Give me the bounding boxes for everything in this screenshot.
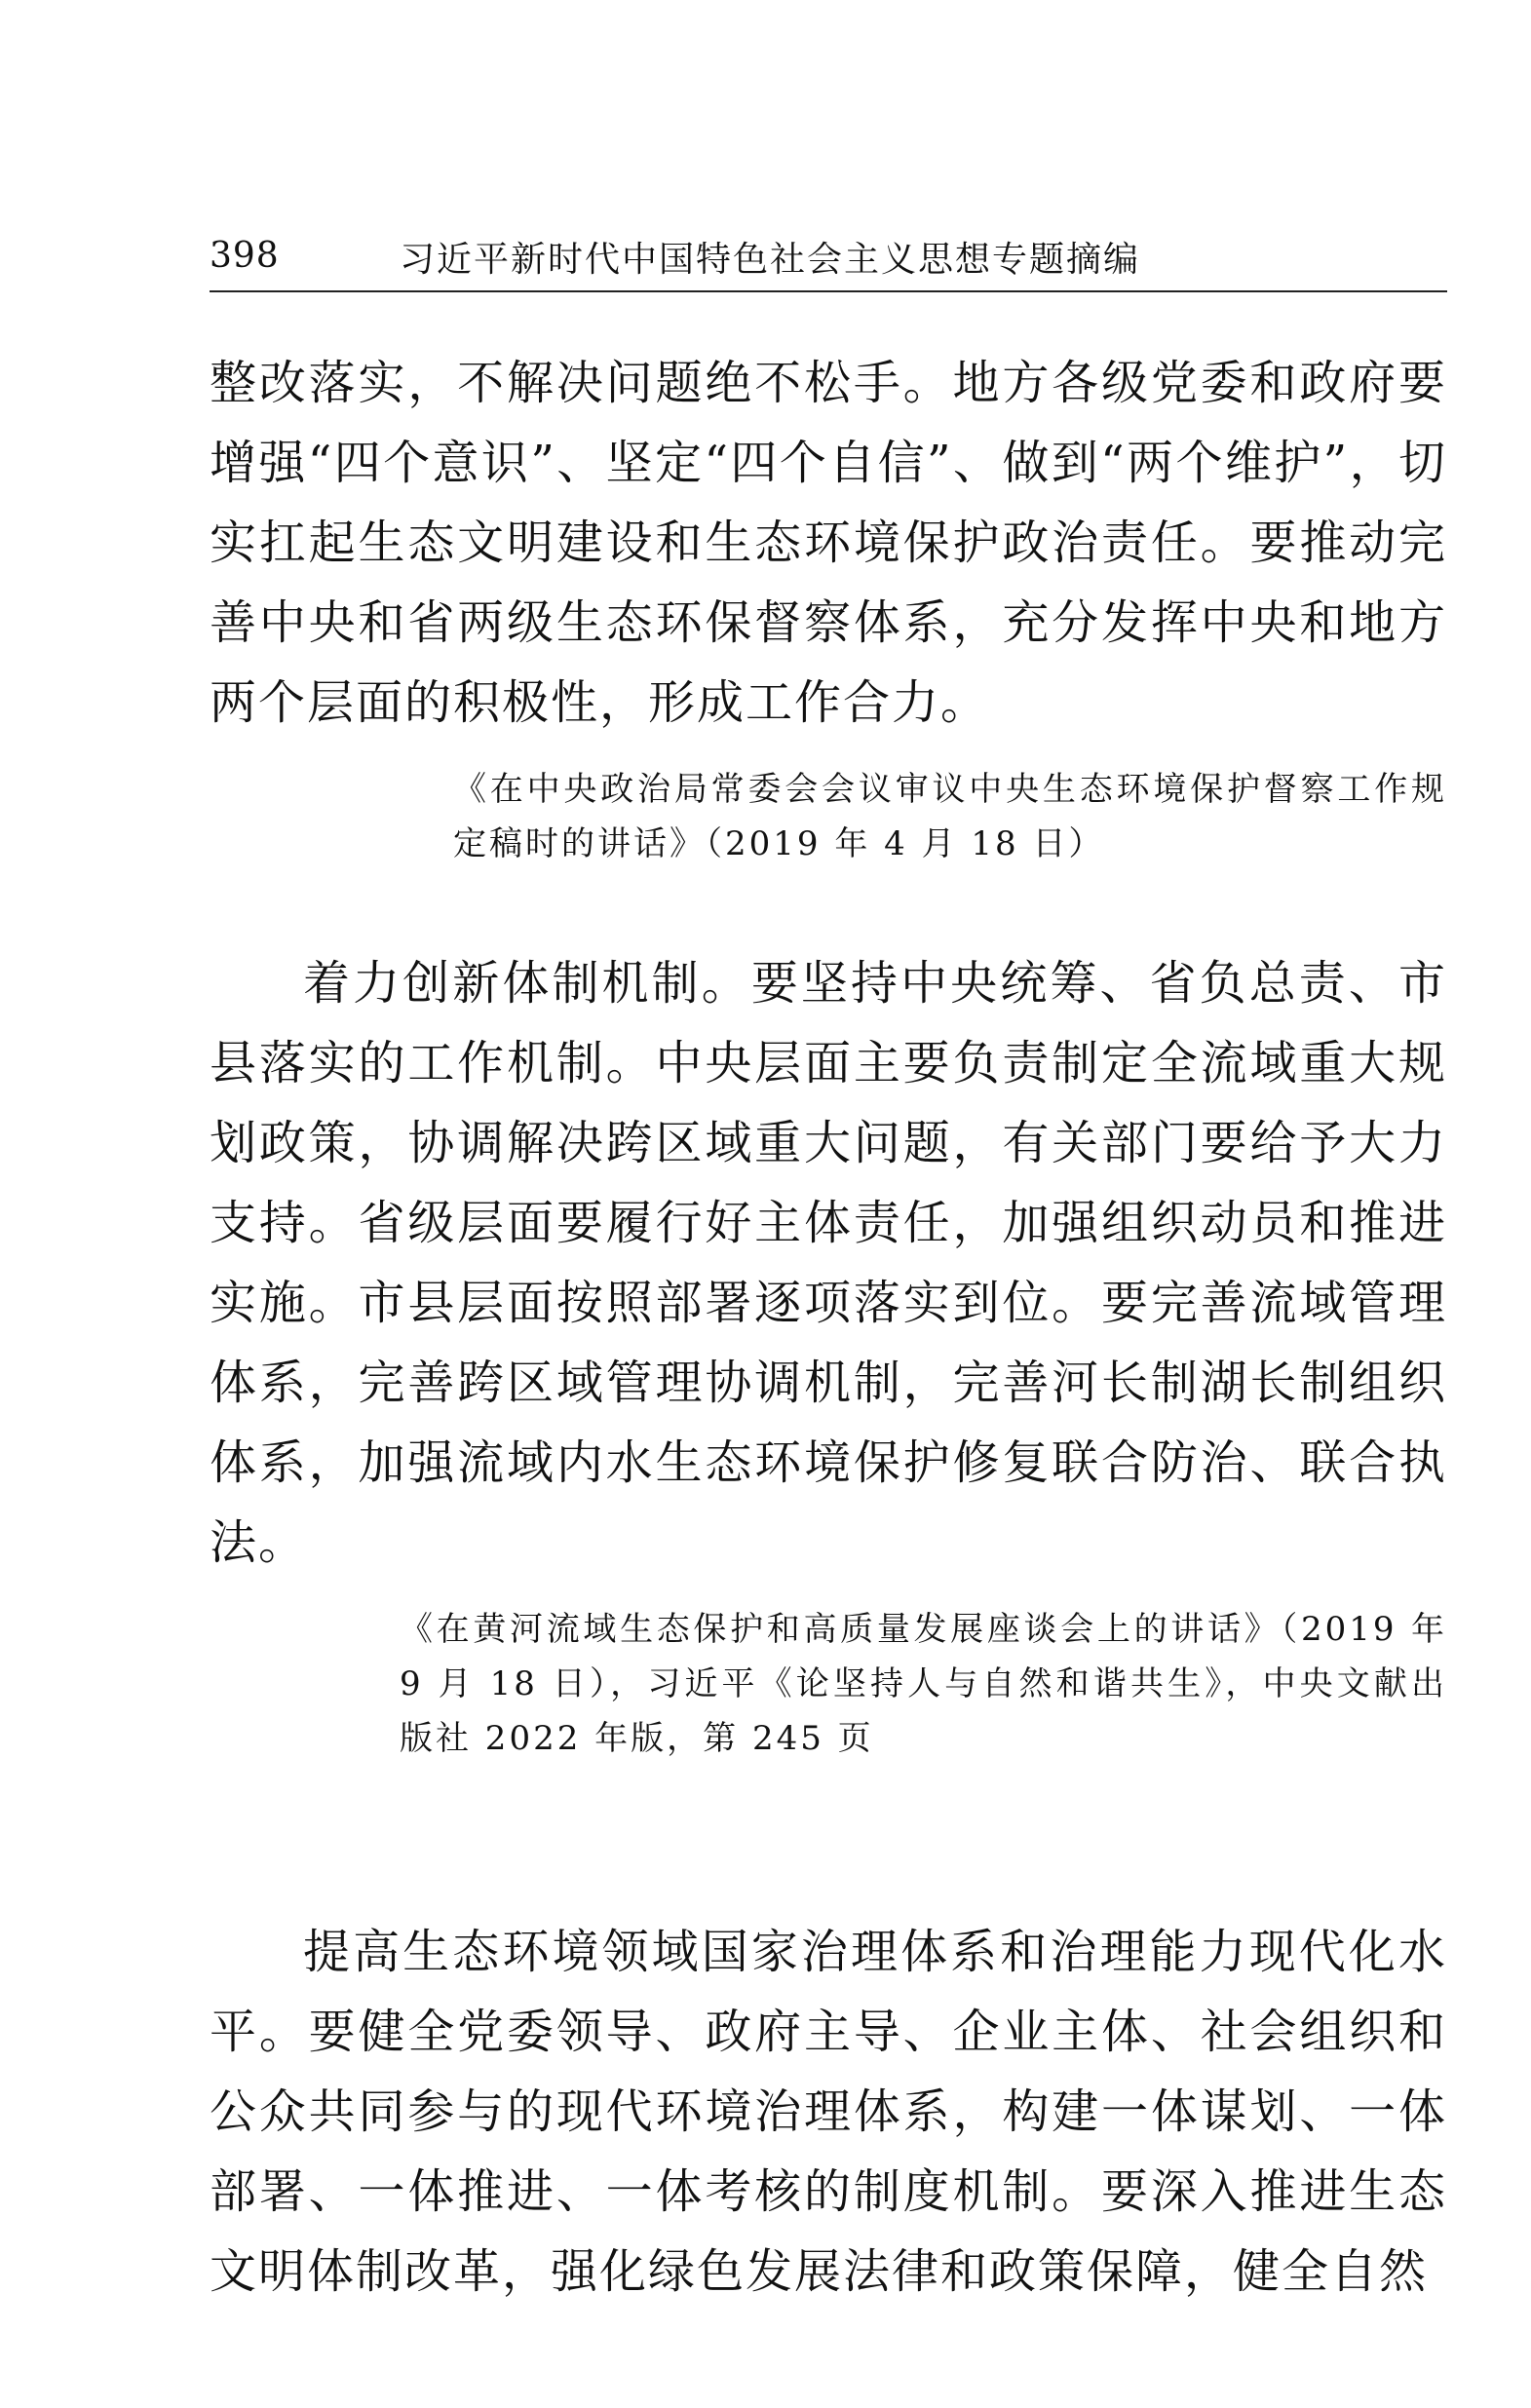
section-3 (210, 1912, 1447, 2312)
source-citation-1: 《在中央政治局常委会会议审议中央生态环境保护督察工作规定稿时的讲话》（2019 年 4 月 18 日） (453, 770, 1447, 863)
page-header (210, 232, 1447, 292)
book-page (210, 0, 1447, 2408)
running-title: 习近平新时代中国特色社会主义思想专题摘编 (400, 240, 1141, 280)
paragraph-3: 提高生态环境领域国家治理体系和治理能力现代化水平。要健全党委领导、政府主导、企业主体、社会组织和公众共同参与的现代环境治理体系，构建一体谋划、一体部署、一体推进、一体考核的制度机制。要深入推进生态文明体制改革，强化绿色发展法律和政策保障，健全自然 (210, 1925, 1447, 2299)
paragraph-1: 整改落实，不解决问题绝不松手。地方各级党委和政府要增强“四个意识”、坚定“四个自信”、做到“两个维护”，切实扛起生态文明建设和生态环境保护政治责任。要推动完善中央和省两级生态环保督察体系，充分发挥中央和地方两个层面的积极性，形成工作合力。 (210, 356, 1447, 730)
paragraph-2: 着力创新体制机制。要坚持中央统筹、省负总责、市县落实的工作机制。中央层面主要负责制定全流域重大规划政策，协调解决跨区域重大问题，有关部门要给予大力支持。省级层面要履行好主体责任，加强组织动员和推进实施。市县层面按照部署逐项落实到位。要完善流域管理体系，完善跨区域管理协调机制，完善河长制湖长制组织体系，加强流域内水生态环境保护修复联合防治、联合执法。 (210, 956, 1447, 1570)
section-1 (210, 343, 1447, 871)
page-number: 398 (210, 236, 280, 276)
section-2 (210, 943, 1447, 1766)
source-citation-2: 《在黄河流域生态保护和高质量发展座谈会上的讲话》（2019 年 9 月 18 日），习近平《论坚持人与自然和谐共生》，中央文献出版社 2022 年版，第 245 页 (400, 1610, 1447, 1758)
